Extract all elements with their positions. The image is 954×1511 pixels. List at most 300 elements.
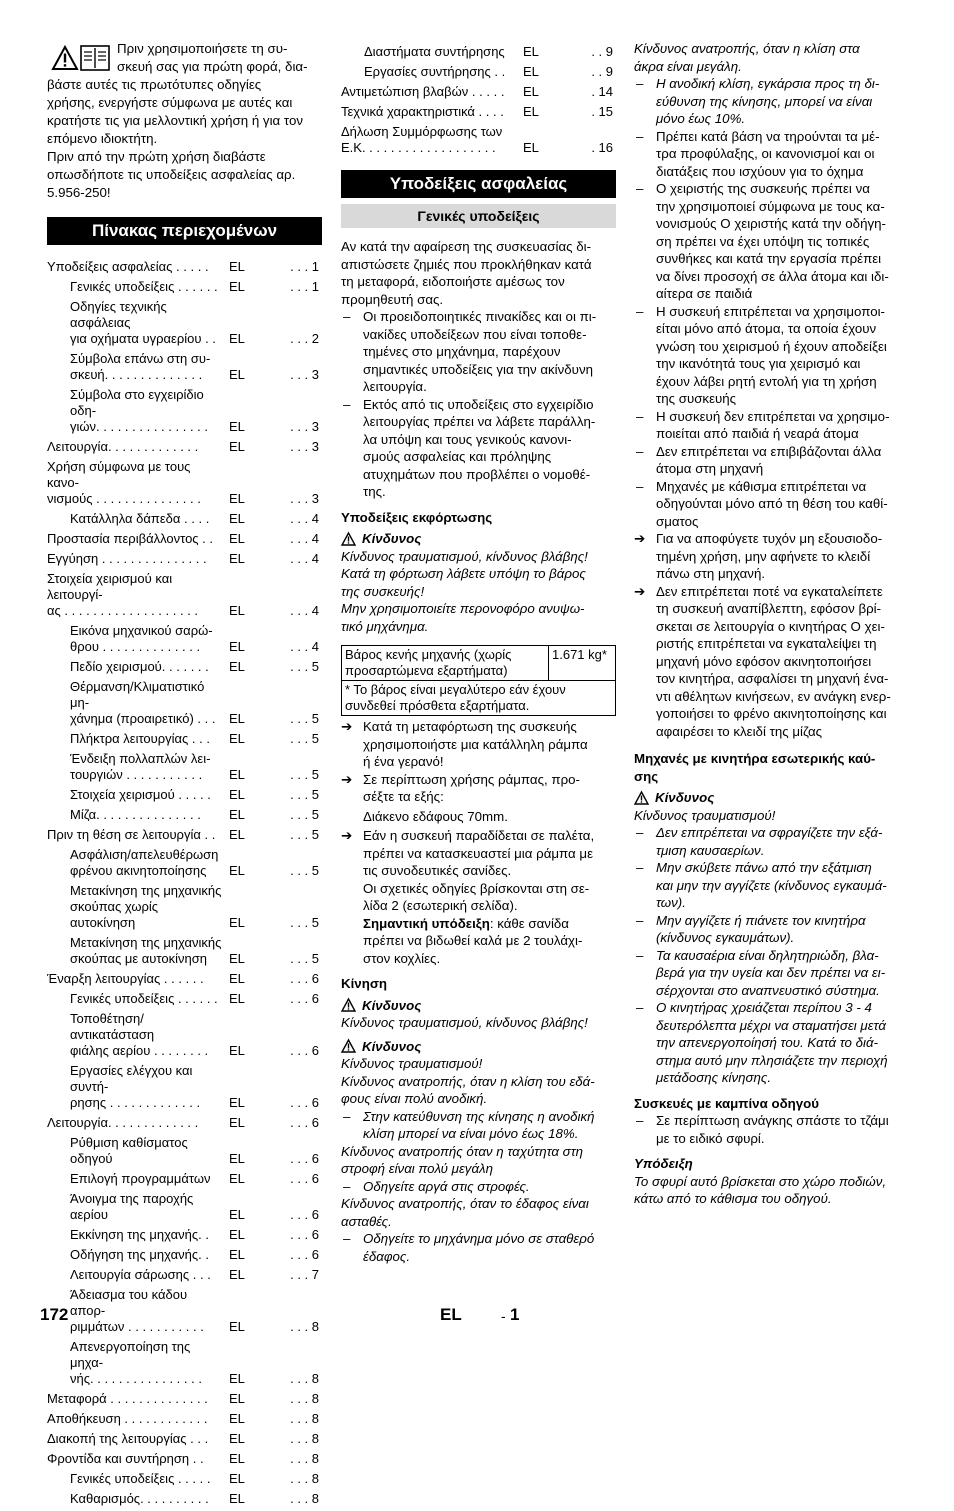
text-line: – Μηχανές με κάθισμα επιτρέπεται να [656, 478, 867, 494]
toc-entry-lang: EL [523, 84, 539, 99]
safety-title: Υποδείξεις ασφαλείας [341, 170, 616, 198]
list-item [634, 128, 907, 181]
toc-entry[interactable] [47, 1171, 322, 1187]
text-line: προμηθευτή σας. [341, 291, 444, 307]
toc-entry-title-line: Εκκίνηση της μηχανής. . [70, 1227, 209, 1242]
cab-item [634, 1112, 907, 1147]
toc-entry-page: . . . 5 [290, 951, 319, 966]
toc-entry-title-line: Άνοιγμα της παροχής αερίου [70, 1191, 194, 1222]
toc-entry-page: . . 9 [591, 44, 613, 59]
text-line: – Η συσκευή δεν επιτρέπεται να χρησιμο- [656, 408, 890, 424]
toc-entry-lang: EL [229, 1471, 245, 1486]
toc-entry-page: . 14 [591, 84, 613, 99]
toc-entry-title [47, 991, 225, 1007]
toc-entry[interactable] [47, 511, 322, 527]
toc-entry-title-line: Άδειασμα του κάδου απορ- [70, 1287, 188, 1318]
toc-entry-title [47, 459, 225, 507]
toc-entry[interactable] [47, 991, 322, 1007]
text-line: Οι σχετικές οδηγίες βρίσκονται στη σε- [363, 880, 590, 896]
text-line: Κίνδυνος ανατροπής, όταν το έδαφος είναι [341, 1196, 589, 1211]
text-line: να δίνει προσοχή σε άλλα άτομα και ιδι- [656, 268, 889, 284]
toc-entry-page: . . . 5 [290, 787, 319, 802]
intro-line: οπωσδήποτε τις υποδείξεις ασφαλείας αρ. [47, 167, 296, 182]
text-line: γοποιήσει το φρένο ακινητοποίησης και [656, 706, 887, 721]
toc-entry-lang: EL [523, 64, 539, 79]
toc-entry-title-line: Κατάλληλα δάπεδα . . . . [70, 511, 210, 526]
text-line: με το ειδικό σφυρί. [656, 1130, 765, 1146]
general-title: Γενικές υποδείξεις [341, 204, 616, 228]
warning-triangle-icon [341, 998, 356, 1012]
toc-entry-page: . . . 6 [290, 1115, 319, 1130]
toc-entry-title-line: Οδηγίες τεχνικής ασφάλειας [70, 299, 167, 330]
toc-entry[interactable] [47, 883, 322, 931]
toc-entry-title [47, 1339, 225, 1387]
text-line: ντι αθέλητων κινήσεων, εν ανάγκη ενερ- [656, 688, 891, 704]
toc-entry-title [47, 1491, 225, 1507]
toc-entry[interactable] [47, 1227, 322, 1243]
text-line: άκρα είναι μεγάλη. [634, 58, 742, 74]
toc-entry-title-line: ριμμάτων . . . . . . . . . . . [70, 1319, 204, 1334]
toc-entry-title-line: Επιλογή προγραμμάτων [70, 1171, 211, 1186]
toc-entry-title-line: ας . . . . . . . . . . . . . . . . . . . [47, 603, 199, 618]
toc-entry-title-line: χάνημα (προαιρετικό) . . . [70, 711, 216, 726]
toc-list-continued [341, 44, 616, 156]
toc-entry-title [47, 807, 225, 823]
text-line: ατυχημάτων που προβλέπει ο νομοθέ- [363, 466, 591, 482]
toc-entry[interactable] [47, 1063, 322, 1111]
list-item [634, 303, 907, 408]
toc-entry-lang: EL [229, 1207, 245, 1222]
toc-entry-page: . 15 [591, 104, 613, 119]
text-line: Κίνδυνος τραυματισμού! [634, 807, 776, 823]
toc-entry-lang: EL [229, 711, 245, 726]
danger-label: Κίνδυνος [362, 1038, 422, 1054]
list-item [634, 999, 907, 1087]
text-line: – Δεν επιτρέπεται να επιβιβάζονται άλλα [656, 443, 882, 459]
toc-entry[interactable] [47, 1247, 322, 1263]
toc-entry-page: . . . 3 [290, 491, 319, 506]
motion-item [341, 1108, 616, 1143]
unload-text [341, 548, 616, 636]
arrow-right-icon: ➔ [341, 719, 353, 734]
text-line: Κατά τη μεταφόρτωση της συσκευής [363, 719, 577, 734]
toc-entry-title-line: Φροντίδα και συντήρηση . . [47, 1451, 204, 1466]
text-line: Μηχανές με κινητήρα εσωτερικής καύ- [634, 751, 876, 766]
important-label: Σημαντική υπόδειξη [363, 915, 490, 931]
text-line: σκεται σε λειτουργία ο κινητήρας Ο χει- [656, 618, 885, 634]
danger-heading [341, 530, 616, 548]
toc-entry-page: . . . 6 [290, 971, 319, 986]
toc-entry-page: . . . 8 [290, 1371, 319, 1386]
toc-entry[interactable] [341, 124, 616, 156]
text-line: των). [656, 895, 686, 910]
text-line: τρα προφύλαξης, οι κανονισμοί και οι [656, 146, 875, 161]
toc-entry[interactable] [47, 571, 322, 619]
text-line: απιστώσετε ζημιές που προκλήθηκαν κατά [341, 256, 592, 272]
toc-entry-page: . . . 5 [290, 863, 319, 878]
toc-entry-lang: EL [229, 1267, 245, 1282]
text-line: της συσκευής [656, 391, 737, 406]
text-line: την απενεργοποίησή του. Κατά το διά- [656, 1035, 879, 1050]
text-line: κάτω από το κάθισμα του οδηγού. [634, 1191, 832, 1206]
text-line: Αν κατά την αφαίρεση της συσκευασίας δι- [341, 239, 592, 254]
arrow-right-icon: ➔ [634, 531, 646, 546]
text-line: αίτερα σε παιδιά [656, 286, 753, 301]
toc-entry-title-line: Στοιχεία χειρισμού και λειτουργί- [47, 571, 173, 602]
toc-entry[interactable] [47, 679, 322, 727]
danger-heading [634, 789, 907, 807]
toc-entry[interactable] [47, 827, 322, 843]
warning-triangle-icon [51, 45, 79, 71]
text-line: – Σε περίπτωση ανάγκης σπάστε το τζάμι [656, 1113, 889, 1128]
text-line: συνδεθεί πρόσθετα εξαρτήματα. [345, 698, 530, 713]
toc-entry[interactable] [47, 971, 322, 987]
toc-entry[interactable] [47, 1191, 322, 1223]
toc-entry-page: . . . 8 [290, 1431, 319, 1446]
toc-entry[interactable] [47, 259, 322, 275]
text-line: – Η συσκευή επιτρέπεται να χρησιμοποι- [656, 303, 885, 319]
text-line: τις συνοδευτικές σανίδες. [363, 863, 512, 878]
toc-entry-title-line: Εικόνα μηχανικού σαρώ- [70, 623, 213, 638]
toc-entry-page: . . . 5 [290, 659, 319, 674]
text-line: προσαρτώμενα εξαρτήματα) [345, 663, 508, 678]
toc-entry-page: . . . 7 [290, 1267, 319, 1282]
toc-entry-title [47, 1451, 225, 1467]
toc-entry[interactable] [47, 1431, 322, 1447]
pallet-cont [341, 880, 616, 968]
toc-entry-lang: EL [229, 511, 245, 526]
intro-line: σκευή σας για πρώτη φορά, δια- [117, 59, 308, 74]
toc-entry[interactable] [47, 1267, 322, 1283]
weight-label-cell [342, 646, 549, 681]
toc-entry-title-line: φρένου ακινητοποίησης [70, 863, 207, 878]
text-line: γνώση του χειρισμού ή έχουν αποδείξει [656, 338, 887, 354]
text-line: οδηγούνται μόνο από τη θέση του καθί- [656, 496, 888, 511]
toc-entry-title [47, 1011, 225, 1059]
danger-heading [341, 997, 616, 1015]
text-line: (κίνδυνος εγκαυμάτων). [656, 930, 795, 945]
text-line: – Οι προειδοποιητικές πινακίδες και οι πι- [363, 309, 597, 324]
toc-entry-lang: EL [229, 807, 245, 822]
toc-entry-lang: EL [229, 951, 245, 966]
toc-entry[interactable] [47, 1491, 322, 1507]
toc-entry[interactable] [47, 1411, 322, 1427]
toc-entry-page: . . . 1 [290, 279, 319, 294]
toc-entry-title [47, 623, 225, 655]
toc-entry-title-line: Θέρμανση/Κλιματιστικό μη- [70, 679, 205, 710]
toc-entry-page: . . . 3 [290, 419, 319, 434]
text-line: πάνω στη μηχανή. [656, 566, 766, 581]
text-line: Για να αποφύγετε τυχόν μη εξουσιοδο- [656, 531, 883, 546]
text-line: είται μόνο από άτομα, τα οποία έχουν [656, 321, 877, 336]
toc-entry-title [47, 731, 225, 747]
engine-list [634, 824, 907, 1087]
text-line: – Δεν επιτρέπεται να σφραγίζετε την εξά- [656, 825, 883, 840]
toc-list [47, 259, 322, 1507]
toc-entry[interactable] [47, 1471, 322, 1487]
arrow-right-icon: ➔ [341, 828, 353, 843]
ramp-item-1 [341, 718, 616, 771]
text-line: – Ο χειριστής της συσκευής πρέπει να [656, 181, 870, 196]
text-line: λειτουργίας πρέπει να λάβετε παράλλη- [363, 414, 596, 429]
toc-entry-title [47, 1411, 225, 1427]
toc-entry-lang: EL [229, 639, 245, 654]
toc-entry-title-line: Δήλωση Συμμόρφωσης των [341, 124, 503, 139]
toc-entry-title [47, 279, 225, 295]
toc-entry[interactable] [47, 1339, 322, 1387]
list-item [634, 530, 907, 583]
toc-entry[interactable] [47, 1135, 322, 1167]
toc-entry-page: . . . 4 [290, 551, 319, 566]
toc-entry[interactable] [47, 751, 322, 783]
text-line: της. [363, 484, 386, 499]
text-line: Μην χρησιμοποιείτε περονοφόρο ανυψω- [341, 601, 585, 616]
text-line: Εάν η συσκευή παραδίδεται σε παλέτα, [363, 828, 595, 843]
toc-entry-title-line: Υποδείξεις ασφαλείας . . . . . [47, 259, 209, 274]
toc-entry-title-line: Διαστήματα συντήρησης [364, 44, 505, 59]
text-line: βερά για την υγεία και δεν πρέπει να ει- [656, 965, 886, 980]
toc-entry[interactable] [47, 551, 322, 567]
toc-entry[interactable] [47, 351, 322, 383]
toc-entry-title-line: Διακοπή της λειτουργίας . . . [47, 1431, 209, 1446]
text-line: – Μην σκύβετε πάνω από την εξάτμιση [656, 860, 872, 875]
toc-entry-title [47, 1287, 225, 1335]
toc-entry[interactable] [47, 935, 322, 967]
motion-block [341, 1055, 616, 1265]
toc-entry-title-line: Εργασίες συντήρησης . . [364, 64, 506, 79]
toc-entry-lang: EL [229, 991, 245, 1006]
toc-entry-title [47, 439, 225, 455]
text-line: Κίνδυνος ανατροπής, όταν η κλίση του εδά- [341, 1073, 595, 1089]
toc-entry[interactable] [47, 387, 322, 435]
column-1 [47, 40, 322, 1511]
text-line: Κατά τη φόρτωση λάβετε υπόψη το βάρος [341, 566, 586, 581]
toc-entry-page: . . . 6 [290, 1095, 319, 1110]
toc-entry[interactable] [47, 847, 322, 879]
list-item [634, 478, 907, 531]
key-rules-list [634, 530, 907, 740]
toc-entry-title [47, 1135, 225, 1167]
toc-entry-title-line: Σύμβολα στο εγχειρίδιο οδη- [70, 387, 204, 418]
text-line: ή ένα γερανό! [363, 754, 444, 769]
toc-entry[interactable] [47, 1115, 322, 1131]
weight-value-cell: 1.671 kg* [549, 646, 616, 681]
text-line: αφαιρέσει το κλειδί της μίζας [656, 723, 823, 739]
motion-item [341, 1178, 616, 1196]
text-line: τη μεταφορά, ειδοποιήστε αμέσως τον [341, 274, 565, 289]
text-line: τμιση καυσαερίων. [656, 842, 765, 858]
toc-entry-title [47, 1471, 225, 1487]
rules-list [634, 128, 907, 531]
toc-entry-page: . . . 5 [290, 915, 319, 930]
warning-triangle-icon [341, 532, 356, 546]
text-line: έχουν λάβει ρητή εντολή για τη χρήση [656, 373, 877, 389]
toc-entry[interactable] [47, 807, 322, 823]
toc-entry-lang: EL [229, 1227, 245, 1242]
engine-title [634, 750, 907, 785]
toc-entry-title-line: Αντιμετώπιση βλαβών . . . . . [341, 84, 505, 99]
text-line: στροφή είναι πολύ μεγάλη [341, 1161, 493, 1176]
toc-entry-page: . . . 4 [290, 639, 319, 654]
toc-entry-title [341, 84, 519, 100]
slope-item [634, 75, 907, 128]
toc-entry[interactable] [47, 623, 322, 655]
intro-line: Πριν χρησιμοποιήσετε τη συ- [117, 41, 288, 56]
toc-entry-title-line: Γενικές υποδείξεις . . . . . . [70, 279, 218, 294]
toc-entry-lang: EL [229, 551, 245, 566]
general-item-2 [341, 396, 616, 501]
toc-entry[interactable] [47, 1011, 322, 1059]
toc-entry[interactable] [47, 659, 322, 675]
toc-entry-lang: EL [229, 787, 245, 802]
toc-entry-title [47, 351, 225, 383]
toc-entry-lang: EL [229, 491, 245, 506]
text-line: νονισμούς Ο χειριστής κατά την οδήγη- [656, 216, 886, 231]
arrow-right-icon: ➔ [341, 771, 353, 787]
toc-entry-title [47, 1063, 225, 1111]
toc-entry-lang: EL [229, 1095, 245, 1110]
text-line: Σε περίπτωση χρήσης ράμπας, προ- [363, 771, 580, 787]
toc-entry-title [47, 1227, 225, 1243]
toc-entry-title-line: Μίζα. . . . . . . . . . . . . . . [70, 807, 201, 822]
slope-block [634, 40, 907, 128]
toc-entry-page: . . . 4 [290, 603, 319, 618]
toc-entry-title [47, 971, 225, 987]
ground-clearance: Διάκενο εδάφους 70mm. [363, 808, 508, 824]
text-line: : κάθε σανίδα [489, 915, 569, 931]
text-line: λειτουργία. [363, 379, 427, 394]
toc-entry-title-line: Εργασίες ελέγχου και συντή- [70, 1063, 193, 1094]
text-line: – Εκτός από τις υποδείξεις στο εγχειρίδιο [363, 396, 594, 412]
toc-entry-page: . . . 3 [290, 367, 319, 382]
toc-entry-title [47, 847, 225, 879]
toc-entry[interactable] [47, 1451, 322, 1467]
text-line: Κίνδυνος τραυματισμού, κίνδυνος βλάβης! [341, 1015, 588, 1030]
page-number: 172 [40, 1305, 69, 1324]
toc-entry-lang: EL [229, 1451, 245, 1466]
toc-entry-title [341, 124, 519, 156]
text-line: την χρησιμοποιεί σύμφωνα με τους κα- [656, 198, 885, 214]
text-line: Κίνδυνος τραυματισμού, κίνδυνος βλάβης! [341, 548, 588, 564]
text-line: τη συσκευή αναπίβλεπτη, εφόσον βρί- [656, 601, 882, 616]
intro-line: 5.956-250! [47, 185, 111, 200]
text-line: νακίδες υποδείξεων που είναι τοποθε- [363, 326, 587, 342]
toc-entry-page: . . . 8 [290, 1491, 319, 1506]
toc-entry[interactable] [47, 731, 322, 747]
toc-entry-title-line: φιάλης αερίου . . . . . . . . [70, 1043, 209, 1058]
text-line: την ικανότητά τους για χειρισμό και [656, 356, 861, 371]
footer-lang: EL [440, 1305, 462, 1324]
text-line: δευτερόλεπτα μέχρι να σταματήσει μετά [656, 1017, 886, 1033]
motion-title: Κίνηση [341, 976, 388, 991]
intro-block [47, 40, 322, 205]
text-line: Βάρος κενής μηχανής (χωρίς [345, 647, 512, 662]
text-line: στον κοχλίες. [363, 950, 441, 966]
toc-entry[interactable] [47, 299, 322, 347]
toc-entry[interactable] [47, 1391, 322, 1407]
toc-entry[interactable] [47, 459, 322, 507]
toc-entry-title-line: Προστασία περιβάλλοντος . . [47, 531, 214, 546]
toc-entry[interactable] [341, 84, 616, 100]
toc-entry[interactable] [47, 439, 322, 455]
danger-label: Κίνδυνος [362, 997, 422, 1013]
toc-entry-lang: EL [523, 44, 539, 59]
toc-entry-title-line: γιών. . . . . . . . . . . . . . . . [70, 419, 209, 434]
toc-entry[interactable] [47, 279, 322, 295]
text-line: τικό μηχάνημα. [341, 618, 429, 634]
toc-entry-title-line: Χρήση σύμφωνα με τους κανο- [47, 459, 191, 490]
column-3 [634, 40, 907, 1208]
note-text [634, 1173, 907, 1208]
toc-entry-title-line: Λειτουργία σάρωσης . . . [70, 1267, 211, 1282]
toc-entry[interactable] [47, 1287, 322, 1335]
toc-entry-title-line: Πλήκτρα λειτουργίας . . . [70, 731, 210, 746]
danger-label: Κίνδυνος [362, 531, 422, 546]
text-line: Κίνδυνος τραυματισμού! [341, 1056, 483, 1071]
toc-entry-title [47, 679, 225, 727]
toc-entry[interactable] [341, 104, 616, 120]
toc-entry-page: . . . 6 [290, 1207, 319, 1222]
text-line: – Ο κινητήρας χρειάζεται περίπου 3 - 4 [656, 1000, 872, 1015]
text-line: σέξτε τα εξής: [363, 789, 444, 804]
list-item [634, 824, 907, 859]
intro-icons [51, 45, 113, 75]
toc-entry-page: . . . 5 [290, 827, 319, 842]
toc-entry[interactable] [47, 531, 322, 547]
toc-entry-lang: EL [229, 279, 245, 294]
text-line: εύθυνση της κίνησης, μπορεί να είναι [656, 93, 873, 109]
toc-entry-title-line: Καθαρισμός. . . . . . . . . . [70, 1491, 209, 1506]
toc-entry[interactable] [341, 44, 616, 60]
toc-entry-title-line: θρου . . . . . . . . . . . . . . [70, 639, 201, 654]
toc-entry-title [47, 571, 225, 619]
text-line: τημένη χρήση, μην αφήνετε το κλειδί [656, 548, 871, 564]
intro-line: Πριν από την πρώτη χρήση διαβάστε [47, 149, 266, 164]
toc-entry-title-line: Αποθήκευση . . . . . . . . . . . . [47, 1411, 208, 1426]
text-line: σματος [656, 513, 699, 529]
toc-entry-title [47, 387, 225, 435]
text-line: τημένες στο μηχάνημα, παρέχουν [363, 344, 561, 359]
toc-entry-title-line: Μετακίνηση της μηχανικής [70, 883, 222, 898]
toc-entry-lang: EL [229, 863, 245, 878]
toc-entry-title-line: Ρύθμιση καθίσματος οδηγού [70, 1135, 188, 1166]
toc-entry-title [47, 551, 225, 567]
toc-entry-lang: EL [229, 827, 245, 842]
intro-line: βάστε αυτές τις πρωτότυπες οδηγίες [47, 77, 262, 92]
toc-entry-lang: EL [229, 659, 245, 674]
toc-entry-lang: EL [229, 1411, 245, 1426]
toc-entry-title [47, 259, 225, 275]
toc-entry-page: . . . 8 [290, 1411, 319, 1426]
toc-entry-lang: EL [523, 140, 539, 155]
toc-entry-page: . . 9 [591, 64, 613, 79]
toc-entry-page: . . . 6 [290, 1151, 319, 1166]
text-line: – Στην κατεύθυνση της κίνησης η ανοδική [363, 1108, 595, 1124]
toc-entry-lang: EL [229, 603, 245, 618]
manual-book-icon [80, 45, 110, 71]
toc-entry-title-line: Λειτουργία. . . . . . . . . . . . . [47, 1115, 199, 1130]
toc-entry-title [47, 1267, 225, 1283]
toc-entry-page: . . . 8 [290, 1471, 319, 1486]
text-line: λα υπόψη και τους γενικούς κανονι- [363, 431, 572, 447]
toc-entry-lang: EL [229, 1391, 245, 1406]
text-line: χρησιμοποιήστε μια κατάλληλη ράμπα [363, 736, 588, 752]
toc-entry-title [341, 104, 519, 120]
toc-entry[interactable] [47, 787, 322, 803]
toc-entry-lang: EL [229, 259, 245, 274]
unload-title: Υποδείξεις εκφόρτωσης [341, 509, 493, 525]
toc-entry[interactable] [341, 64, 616, 80]
